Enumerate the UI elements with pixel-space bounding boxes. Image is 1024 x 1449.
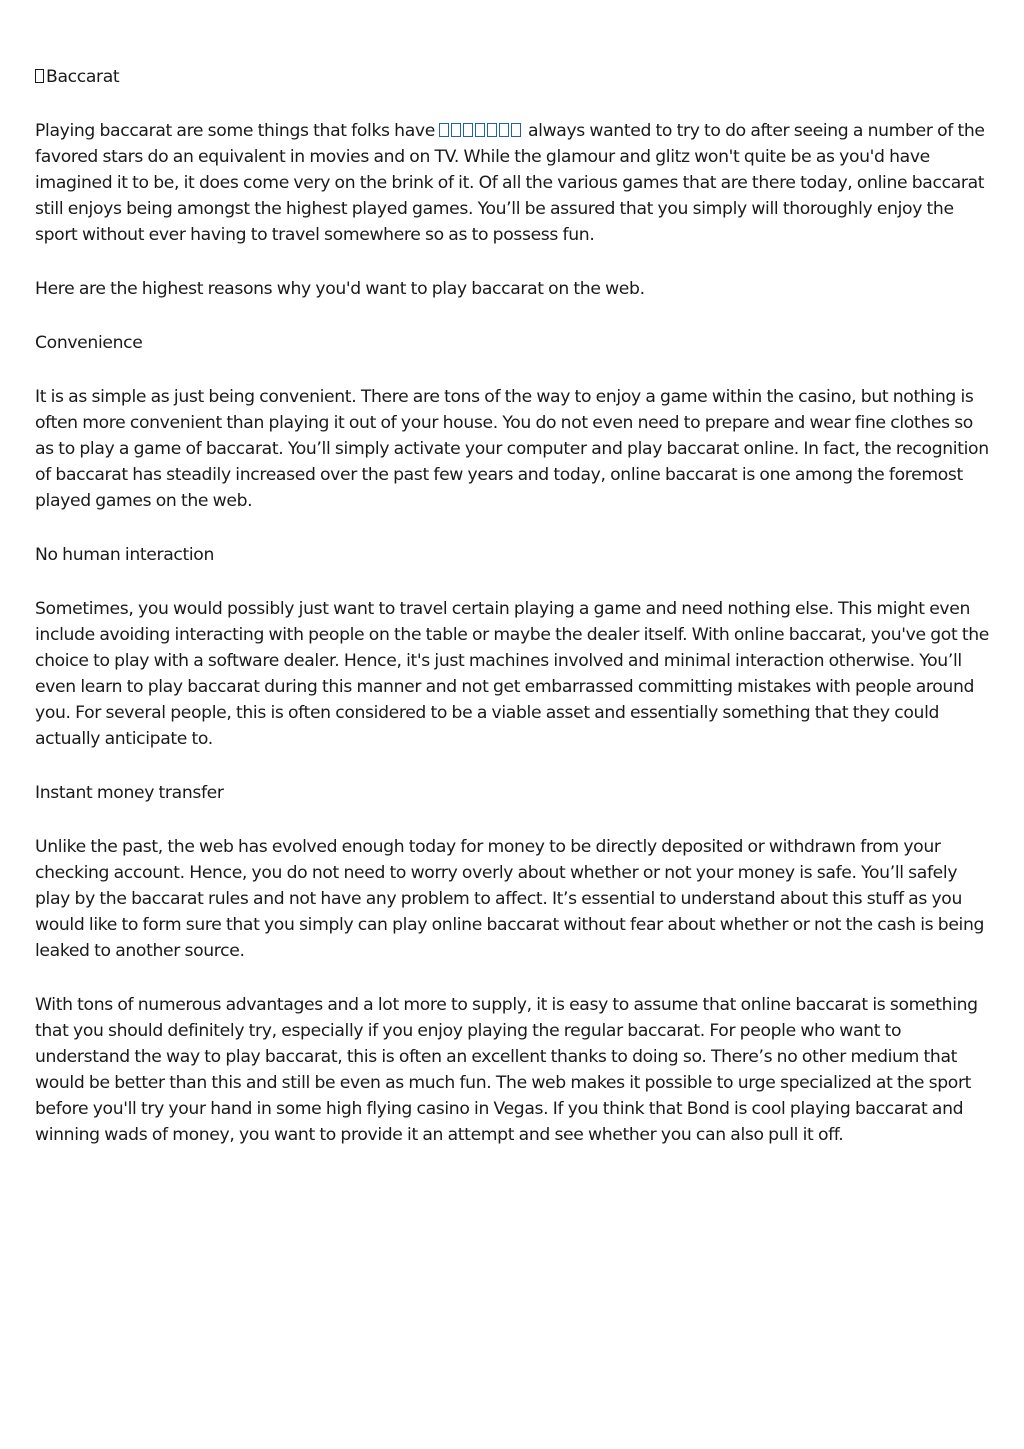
section-body-no-human-interaction: Sometimes, you would possibly just want to travel certain playing a game and need nothing else. This might even include avoiding interacting with people on the table or maybe the dealer itself. With online baccarat, you've got the choice to play with a software dealer. Hence, it's just machines involved and minimal interaction otherwise. You’ll even learn to play baccarat during this manner and not get embarrassed committing mistakes with people around you. For several people, this is often considered to be a viable asset and essentially something that they could actually anticipate to. [35,599,989,749]
missing-glyph-icon [463,123,473,137]
document-title-text: Baccarat [46,67,120,87]
missing-glyph-icon [35,69,44,83]
document-body [35,64,995,1176]
missing-glyph-icon [451,123,461,137]
inline-link[interactable] [439,121,523,141]
intro-text-before-link: Playing baccarat are some things that folks have [35,121,440,141]
section-body-instant-money-transfer: Unlike the past, the web has evolved enough today for money to be directly deposited or withdrawn from your checking account. Hence, you do not need to worry overly about whether or not your money is safe. You’ll safely play by the baccarat rules and not have any problem to affect. It’s essential to understand about this stuff as you would like to form sure that you simply can play online baccarat without fear about whether or not the cash is being leaked to another source. [35,837,985,961]
section-body-convenience: It is as simple as just being convenient. There are tons of the way to enjoy a game within the casino, but nothing is often more convenient than playing it out of your house. You do not even need to prepare and wear fine clothes so as to play a game of baccarat. You’ll simply activate your computer and play baccarat online. In fact, the recognition of baccarat has steadily increased over the past few years and today, online baccarat is one among the foremost played games on the web. [35,387,989,511]
section-heading-instant-money-transfer: Instant money transfer [35,783,224,803]
missing-glyph-icon [475,123,485,137]
missing-glyph-icon [499,123,509,137]
conclusion-paragraph: With tons of numerous advantages and a lot more to supply, it is easy to assume that online baccarat is something that you should definitely try, especially if you enjoy playing the regular baccarat. For people who want to understand the way to play baccarat, this is often an excellent thanks to doing so. There’s no other medium that would be better than this and still be even as much fun. The web makes it possible to urge specialized at the sport before you'll try your hand in some high flying casino in Vegas. If you think that Bond is cool playing baccarat and winning wads of money, you want to provide it an attempt and see whether you can also pull it off. [35,995,978,1145]
reasons-intro-paragraph: Here are the highest reasons why you'd want to play baccarat on the web. [35,279,645,299]
missing-glyph-icon [487,123,497,137]
document-title [35,64,995,90]
intro-paragraph [35,118,995,248]
section-heading-convenience: Convenience [35,333,143,353]
section-heading-no-human-interaction: No human interaction [35,545,215,565]
missing-glyph-icon [439,123,449,137]
missing-glyph-icon [511,123,521,137]
intro-text-after-link: always wanted to try to do after seeing a number of the favored stars do an equivalent in movies and on TV. While the glamour and glitz won't quite be as you'd have imagined it to be, it does come very on the brink of it. Of all the various games that are there today, online baccarat still enjoys being amongst the highest played games. You’ll be assured that you simply will thoroughly enjoy the sport without ever having to travel somewhere so as to possess fun. [35,121,985,245]
